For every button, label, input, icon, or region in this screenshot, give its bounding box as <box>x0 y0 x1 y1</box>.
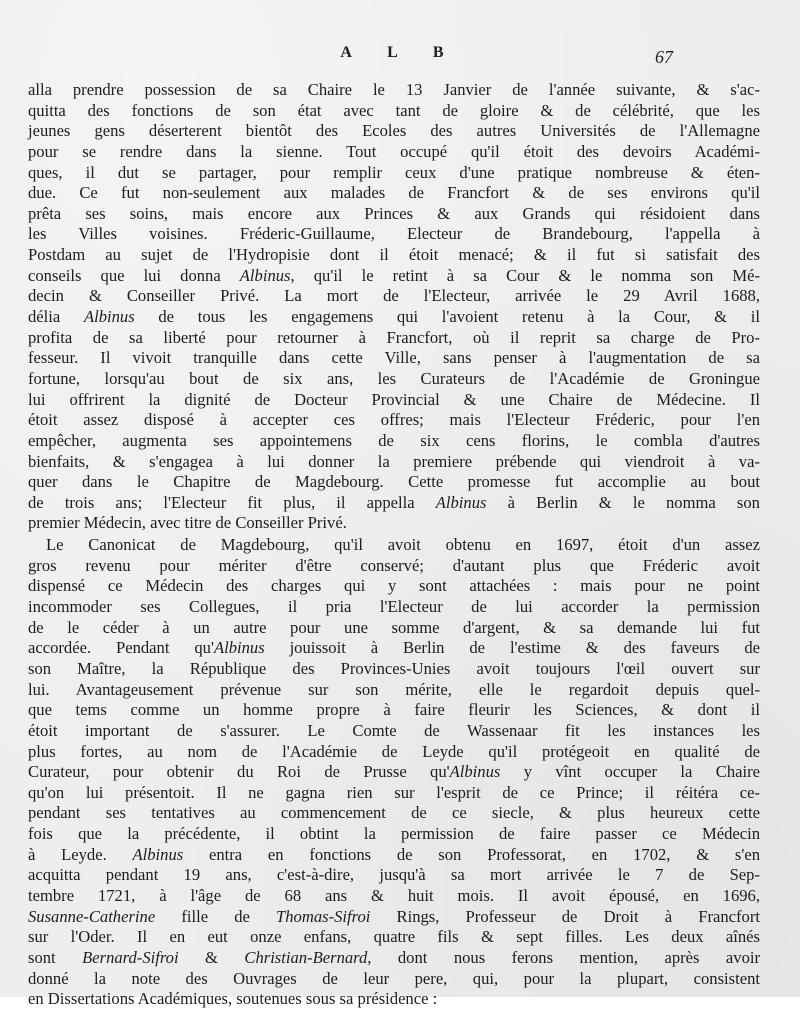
text-line: Postdam au sujet de l'Hydropisie dont il étoit menacé; & il fut si satisfait des <box>28 245 760 265</box>
text-line: que tems comme un homme propre à faire fleurir les Sciences, & dont il <box>28 700 760 720</box>
text-line: gros revenu pour mériter d'être conservé; d'autant plus que Fréderic avoit <box>28 555 760 575</box>
text-line: sur l'Oder. Il en eut onze enfans, quatre fils & sept filles. Les deux aînés <box>28 927 760 947</box>
text-line: quer dans le Chapitre de Magdebourg. Cette promesse fut accomplie au bout <box>28 472 760 492</box>
text-line: due. Ce fut non-seulement aux malades de Francfort & de ses environs qu'il <box>28 183 760 203</box>
body-text <box>28 80 760 1010</box>
text-line: conseils que lui donna Albinus, qu'il le retint à sa Cour & le nomma son Mé- <box>28 265 760 285</box>
page-number: 67 <box>655 47 673 67</box>
text-line: Curateur, pour obtenir du Roi de Prusse qu'Albinus y vînt occuper la Chaire <box>28 762 760 782</box>
text-line: pendant ses tentatives au commencement de ce siecle, & plus heureux cette <box>28 803 760 823</box>
text-line: son Maître, la République des Provinces-Unies avoit toujours l'œil ouvert sur <box>28 658 760 678</box>
text-line: fois que la précédente, il obtint la permission de faire passer ce Médecin <box>28 824 760 844</box>
text-line: bienfaits, & s'engagea à lui donner la premiere prébende qui viendroit à va- <box>28 451 760 471</box>
running-head: A L B <box>340 44 460 61</box>
text-line: sont Bernard-Sifroi & Christian-Bernard, dont nous ferons mention, après avoir <box>28 947 760 967</box>
text-line: fortune, lorsqu'au bout de six ans, les Curateurs de l'Académie de Groningue <box>28 368 760 388</box>
text-line: lui offrirent la dignité de Docteur Provincial & une Chaire de Médecine. Il <box>28 389 760 409</box>
text-line: de le céder à un autre pour une somme d'argent, & sa demande lui fut <box>28 617 760 637</box>
text-line: acquitta pendant 19 ans, c'est-à-dire, jusqu'à sa mort arrivée le 7 de Sep- <box>28 865 760 885</box>
text-line: plus fortes, au nom de l'Académie de Leyde qu'il protégeoit en qualité de <box>28 741 760 761</box>
text-line: empêcher, augmenta ses appointemens de six cens florins, le combla d'autres <box>28 430 760 450</box>
text-line: fesseur. Il vivoit tranquille dans cette Ville, sans penser à l'augmentation de sa <box>28 348 760 368</box>
text-line: quitta des fonctions de son état avec tant de gloire & de célébrité, que les <box>28 100 760 120</box>
text-line: profita de sa liberté pour retourner à Francfort, où il reprit sa charge de Pro- <box>28 327 760 347</box>
text-line: decin & Conseiller Privé. La mort de l'Electeur, arrivée le 29 Avril 1688, <box>28 286 760 306</box>
text-line: étoit assez disposé à accepter ces offres; mais l'Electeur Fréderic, pour l'en <box>28 410 760 430</box>
text-line: Susanne-Catherine fille de Thomas-Sifroi Rings, Professeur de Droit à Francfort <box>28 906 760 926</box>
text-line: prêta ses soins, mais encore aux Princes & aux Grands qui résidoient dans <box>28 203 760 223</box>
text-line: incommoder ses Collegues, il pria l'Electeur de lui accorder la permission <box>28 597 760 617</box>
text-line: étoit important de s'assurer. Le Comte de Wassenaar fit les instances les <box>28 720 760 740</box>
text-line: accordée. Pendant qu'Albinus jouissoit à Berlin de l'estime & des faveurs de <box>28 638 760 658</box>
text-line: Le Canonicat de Magdebourg, qu'il avoit obtenu en 1697, étoit d'un assez <box>46 535 760 555</box>
text-line: pour se rendre dans la sienne. Tout occupé qu'il étoit des devoirs Académi- <box>28 141 760 161</box>
text-line: de trois ans; l'Electeur fit plus, il appella Albinus à Berlin & le nomma son <box>28 492 760 512</box>
text-line: à Leyde. Albinus entra en fonctions de son Professorat, en 1702, & s'en <box>28 844 760 864</box>
text-line: dispensé ce Médecin des charges qui y sont attachées : mais pour ne point <box>28 576 760 596</box>
text-line: donné la note des Ouvrages de leur pere, qui, pour la plupart, consistent <box>28 968 760 988</box>
text-line: premier Médecin, avec titre de Conseiller Privé. <box>28 513 347 533</box>
text-line: qu'on lui présentoit. Il ne gagna rien sur l'esprit de ce Prince; il réitéra ce- <box>28 782 760 802</box>
text-line: en Dissertations Académiques, soutenues sous sa présidence : <box>28 989 438 1009</box>
text-line: délia Albinus de tous les engagemens qui l'avoient retenu à la Cour, & il <box>28 307 761 327</box>
text-line: les Villes voisines. Fréderic-Guillaume, Electeur de Brandebourg, l'appella à <box>28 224 760 244</box>
text-line: alla prendre possession de sa Chaire le 13 Janvier de l'année suivante, & s'ac- <box>28 80 760 99</box>
text-line: jeunes gens déserterent bientôt des Ecoles des autres Universités de l'Allemagne <box>28 121 760 141</box>
text-line: lui. Avantageusement prévenue sur son mérite, elle le regardoit depuis quel- <box>28 679 760 699</box>
text-line: ques, il dut se partager, pour remplir ceux d'une pratique nombreuse & éten- <box>28 162 760 182</box>
text-line: tembre 1721, à l'âge de 68 ans & huit mois. Il avoit épousé, en 1696, <box>28 885 760 905</box>
